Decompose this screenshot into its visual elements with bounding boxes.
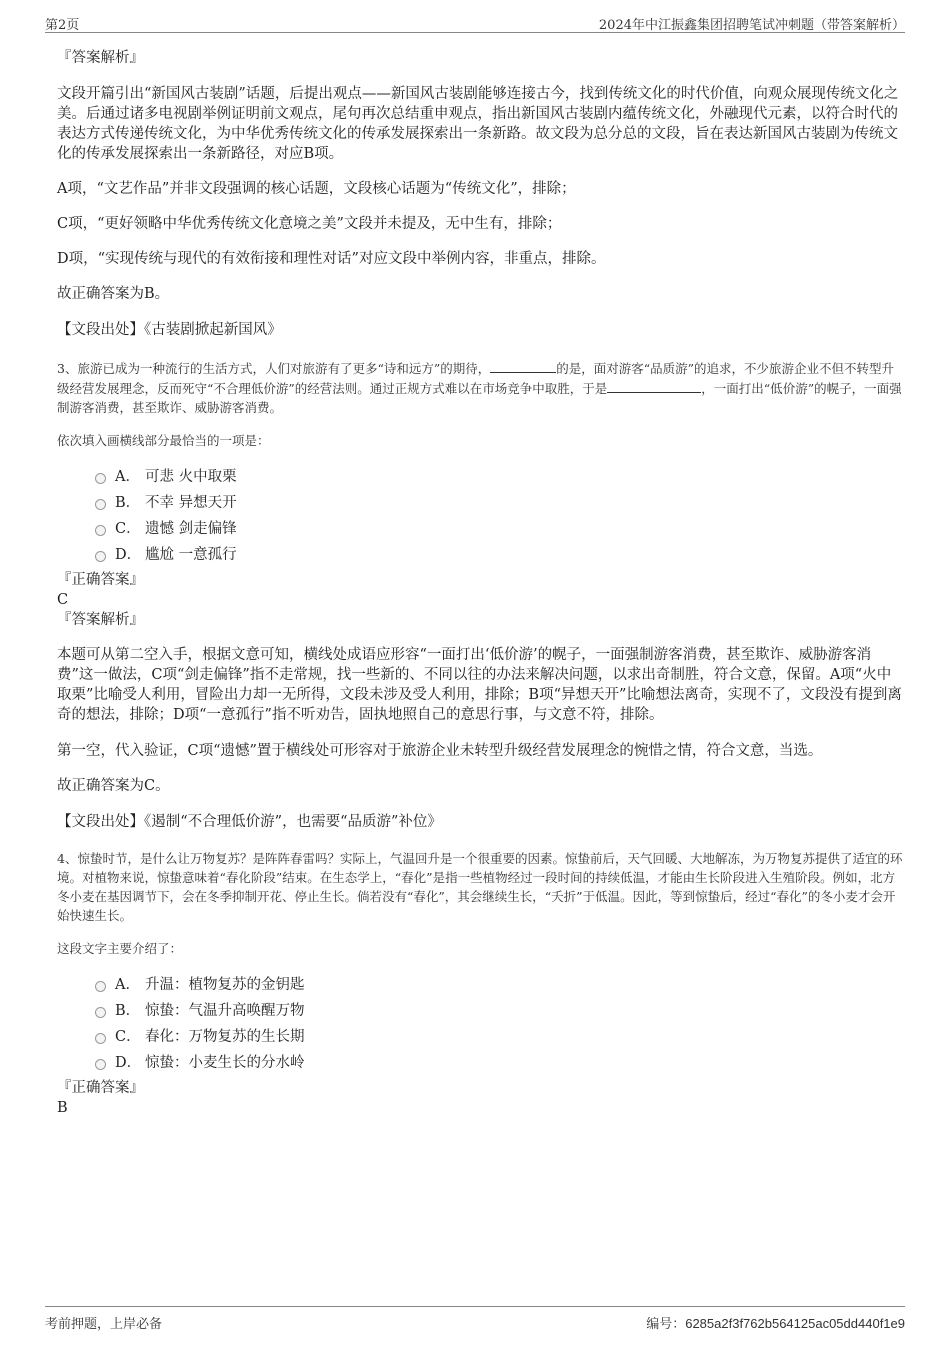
analysis-paragraph: 本题可从第二空入手，根据文意可知，横线处成语应形容“一面打出‘低价游’的幌子，一面强制游客消费，甚至欺诈、威胁游客消费”这一做法，C项“剑走偏锋”指不走常规，找一些新的、不同以往的办法来解决问题，以求出奇制胜，符合文意，保留。A项“火中取栗”比喻受人利用，冒险出力却一无所得，文段未涉及受人利用，排除；B项“异想天开”比喻想法离奇，实现不了，文段没有提到离奇的想法，排除；D项“一意孤行”指不听劝告，固执地照自己的意思行事，与文意不符，排除。 [57, 647, 902, 723]
question-4-stem: 4、惊蛰时节，是什么让万物复苏？是阵阵春雷吗？实际上，气温回升是一个很重要的因素。惊蛰前后，天气回暖、大地解冻，为万物复苏提供了适宜的环境。对植物来说，惊蛰意味着“春化阶段”结束。在生态学上，“春化”是指一些植物经过一段时间的持续低温，才能由生长阶段进入生殖阶段。例如，北方冬小麦在基因调节下，会在冬季抑制开花、停止生长。倘若没有“春化”，其会继续生长，“夭折”于低温。因此，等到惊蛰后，经过“春化”的冬小麦才会开始快速生长。 [57, 851, 903, 923]
correct-answer-heading: 『正确答案』 [57, 572, 144, 588]
correct-answer: B [57, 1100, 68, 1116]
option-d[interactable]: D． 尴尬 一意孤行 [57, 542, 905, 568]
page-footer [45, 1306, 905, 1331]
blank-1 [490, 358, 556, 373]
question-4-options [57, 972, 905, 1076]
option-d[interactable]: D． 惊蛰：小麦生长的分水岭 [57, 1050, 905, 1076]
blank-2 [607, 378, 701, 393]
question-3-options [57, 464, 905, 568]
option-d-explanation: D项，“实现传统与现代的有效衔接和理性对话”对应文段中举例内容，非重点，排除。 [57, 251, 606, 267]
analysis-heading: 『答案解析』 [57, 612, 144, 628]
option-c[interactable]: C． 遗憾 剑走偏锋 [57, 516, 905, 542]
option-b[interactable]: B． 不幸 异想天开 [57, 490, 905, 516]
question-3-stem: 3、旅游已成为一种流行的生活方式，人们对旅游有了更多“诗和远方”的期待， 的是，面对游客“品质游”的追求，不少旅游企业不但不转型升级经营发展理念，反而死守“不合理低价游”的经营法则。通过正规方式难以在市场竞争中取胜，于是 ，一面打出“低价游”的幌子，一面强制游客消费，甚至欺诈、威胁游客消费。 [57, 358, 905, 417]
radio-icon[interactable] [95, 1033, 106, 1044]
document-title: 2024年中江振鑫集团招聘笔试冲刺题（带答案解析） [598, 18, 905, 33]
option-c-explanation: C项，“更好领略中华优秀传统文化意境之美”文段并未提及，无中生有，排除； [57, 216, 562, 232]
correct-answer: C [57, 592, 69, 608]
analysis-paragraph: 文段开篇引出“新国风古装剧”话题，后提出观点——新国风古装剧能够连接古今，找到传统文化的时代价值，向观众展现传统文化之美。后通过诸多电视剧举例证明前文观点，尾句再次总结重申观点，指出新国风古装剧内蕴传统文化，外融现代元素，以符合时代的表达方式传递传统文化，为中华优秀传统文化的传承发展探索出一条新路。故文段为总分总的文段，旨在表达新国风古装剧为传统文化的传承发展探索出一条新路径，对应B项。 [57, 86, 899, 162]
radio-icon[interactable] [95, 981, 106, 992]
radio-icon[interactable] [95, 551, 106, 562]
option-a[interactable]: A． 升温：植物复苏的金钥匙 [57, 972, 905, 998]
radio-icon[interactable] [95, 1007, 106, 1018]
question-3-prompt: 依次填入画横线部分最恰当的一项是： [57, 433, 270, 448]
page-content [57, 44, 905, 1118]
radio-icon[interactable] [95, 1059, 106, 1070]
question-4-prompt: 这段文字主要介绍了： [57, 941, 183, 956]
option-a[interactable]: A． 可悲 火中取栗 [57, 464, 905, 490]
option-a-explanation: A项，“文艺作品”并非文段强调的核心话题，文段核心话题为“传统文化”，排除； [57, 181, 576, 197]
option-b[interactable]: B． 惊蛰：气温升高唤醒万物 [57, 998, 905, 1024]
document-id: 编号：6285a2f3f762b564125ac05dd440f1e9 [646, 1316, 905, 1332]
passage-source: 【文段出处】《遏制“不合理低价游”，也需要“品质游”补位》 [57, 814, 442, 830]
conclusion: 故正确答案为C。 [57, 778, 170, 794]
radio-icon[interactable] [95, 525, 106, 536]
analysis-paragraph: 第一空，代入验证，C项“遗憾”置于横线处可形容对于旅游企业未转型升级经营发展理念的惋惜之情，符合文意，当选。 [57, 743, 823, 759]
correct-answer-heading: 『正确答案』 [57, 1080, 144, 1096]
option-c[interactable]: C． 春化：万物复苏的生长期 [57, 1024, 905, 1050]
page-header [45, 12, 905, 33]
footer-slogan: 考前押题，上岸必备 [45, 1317, 163, 1332]
radio-icon[interactable] [95, 473, 106, 484]
conclusion: 故正确答案为B。 [57, 286, 170, 302]
passage-source: 【文段出处】《古装剧掀起新国风》 [57, 322, 282, 338]
page-number: 第2页 [45, 18, 80, 33]
analysis-heading: 『答案解析』 [57, 50, 144, 66]
radio-icon[interactable] [95, 499, 106, 510]
